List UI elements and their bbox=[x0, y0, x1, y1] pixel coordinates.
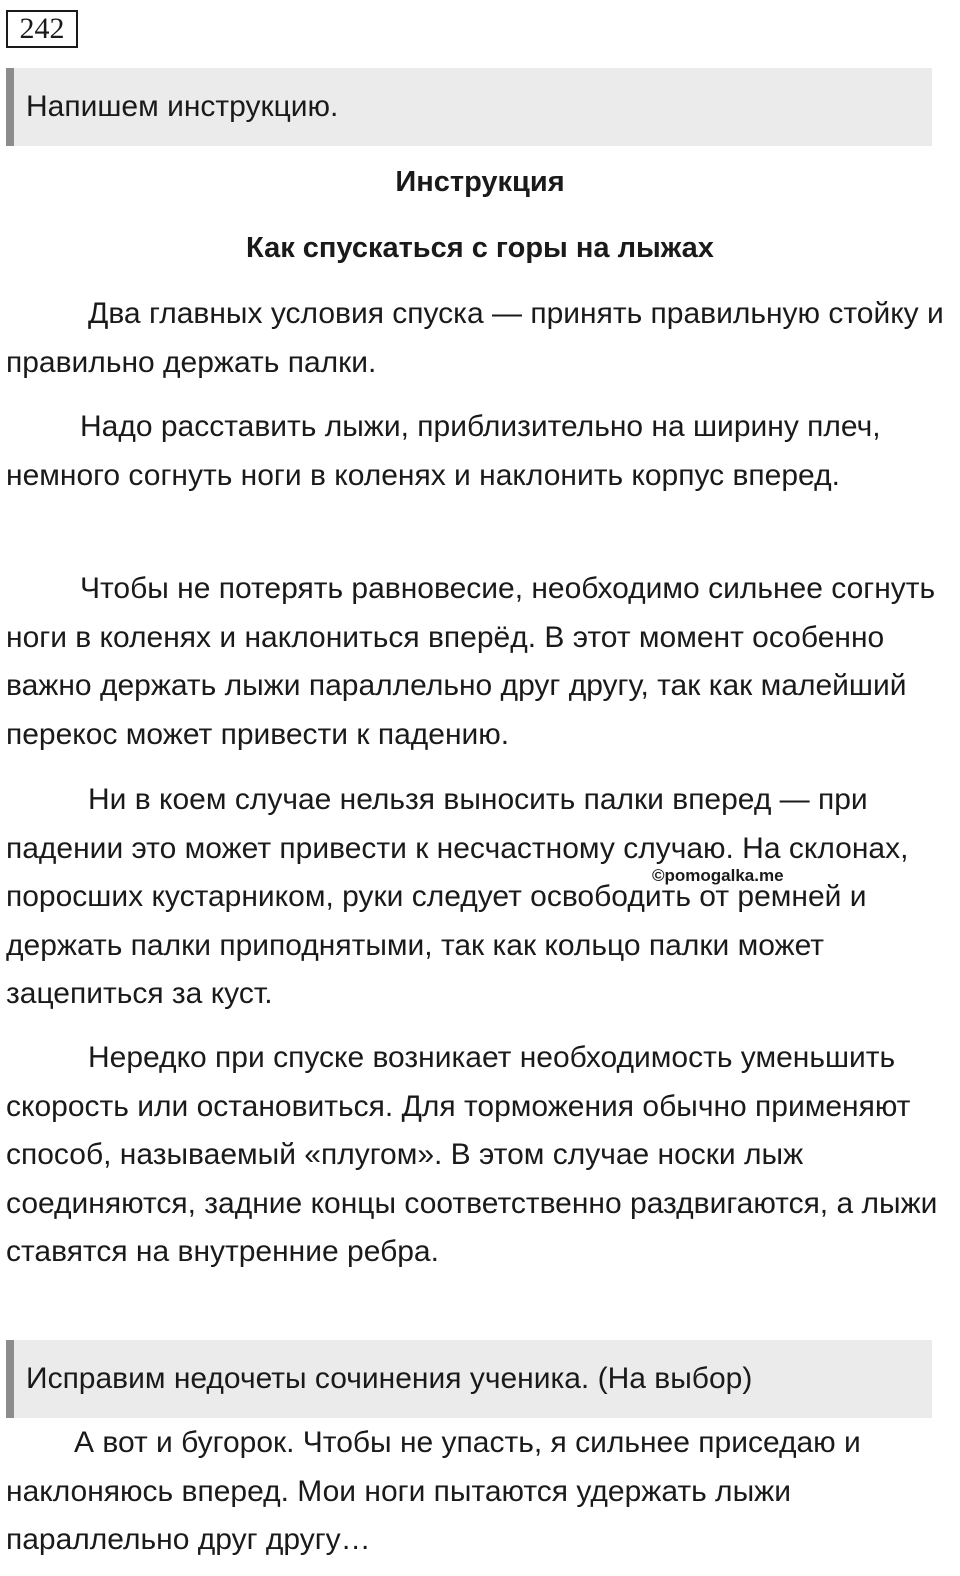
task-banner-write-instruction bbox=[6, 68, 932, 146]
watermark: ©pomogalka.me bbox=[652, 866, 784, 885]
paragraph-5: Нередко при спуске возникает необходимость уменьшить скорость или остановиться. Для торможения обычно применяют способ, называемый «плугом». В этом случае носки лыж соединяются, задние концы соответственно раздвигаются, а лыжи ставятся на внутренние ребра. bbox=[6, 1041, 938, 1268]
task-banner-fix-essay bbox=[6, 1340, 932, 1418]
document-subtitle: Как спускаться с горы на лыжах bbox=[246, 232, 714, 264]
task-banner-text: Напишем инструкцию. bbox=[26, 90, 339, 123]
paragraph-3: Чтобы не потерять равновесие, необходимо сильнее согнуть ноги в коленях и наклониться вперёд. В этот момент особенно важно держать лыжи параллельно друг другу, так как малейший перекос может привести к падению. bbox=[6, 572, 936, 751]
paragraph-4: Ни в коем случае нельзя выносить палки вперед — при падении это может привести к несчастному случаю. На склонах, поросших кустарником, руки следует освободить от ремней и держать палки приподнятыми, так как кольцо палки может зацепиться за куст. bbox=[6, 783, 909, 1010]
answer-paragraph: А вот и бугорок. Чтобы не упасть, я сильнее приседаю и наклоняюсь вперед. Мои ноги пытаются удержать лыжи параллельно друг другу… bbox=[6, 1426, 861, 1556]
document-title: Инструкция bbox=[395, 166, 565, 198]
exercise-number: 242 bbox=[6, 10, 78, 48]
task-banner-text: Исправим недочеты сочинения ученика. (На выбор) bbox=[26, 1362, 753, 1395]
paragraph-1: Два главных условия спуска — принять правильную стойку и правильно держать палки. bbox=[6, 297, 944, 379]
paragraph-2: Надо расставить лыжи, приблизительно на ширину плеч, немного согнуть ноги в коленях и наклонить корпус вперед. bbox=[6, 410, 881, 492]
